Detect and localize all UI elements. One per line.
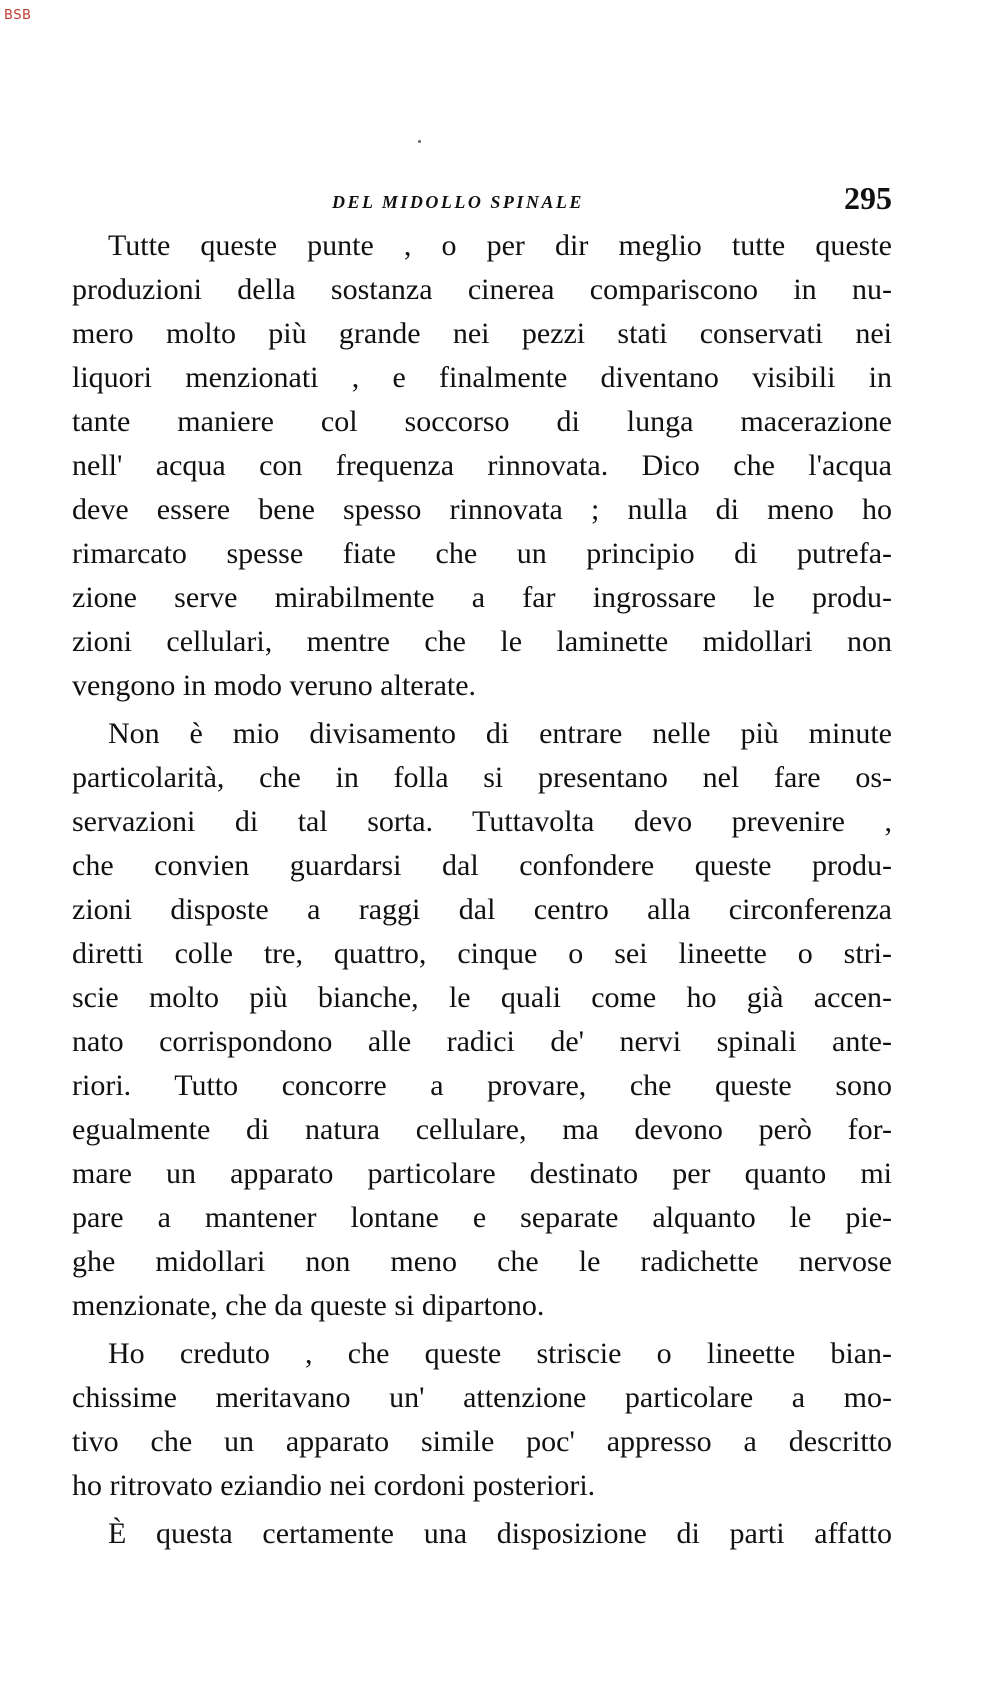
- text-line: servazioni di tal sorta. Tuttavolta devo prevenire ,: [72, 805, 892, 838]
- text-line: zioni cellulari, mentre che le laminette midollari non: [72, 625, 892, 658]
- text-line: È questa certamente una disposizione di parti affatto: [108, 1517, 892, 1550]
- page-number: 295: [844, 180, 892, 216]
- text-line: mero molto più grande nei pezzi stati conservati nei: [72, 317, 892, 350]
- page-header: [72, 180, 892, 222]
- text-line: tante maniere col soccorso di lunga macerazione: [72, 405, 892, 438]
- text-line: zioni disposte a raggi dal centro alla circonferenza: [72, 893, 892, 926]
- text-line: rimarcato spesse fiate che un principio di putrefa-: [72, 537, 892, 570]
- paragraph: [72, 1332, 892, 1508]
- running-title: DEL MIDOLLO SPINALE: [332, 192, 584, 212]
- text-line: Ho creduto , che queste striscie o lineette bian-: [108, 1337, 892, 1370]
- text-line: deve essere bene spesso rinnovata ; nulla di meno ho: [72, 493, 892, 526]
- library-watermark: BSB: [4, 8, 32, 23]
- text-line: zione serve mirabilmente a far ingrossare le produ-: [72, 581, 892, 614]
- text-line: diretti colle tre, quattro, cinque o sei lineette o stri-: [72, 937, 892, 970]
- text-line: ho ritrovato eziandio nei cordoni posteriori.: [72, 1469, 596, 1502]
- body-text: [72, 224, 892, 1556]
- text-line: mare un apparato particolare destinato per quanto mi: [72, 1157, 892, 1190]
- paragraph: [72, 1512, 892, 1556]
- text-line: nell' acqua con frequenza rinnovata. Dico che l'acqua: [72, 449, 892, 482]
- paper-speck: [418, 140, 421, 143]
- text-line: Tutte queste punte , o per dir meglio tutte queste: [108, 229, 892, 262]
- text-line: vengono in modo veruno alterate.: [72, 669, 477, 702]
- text-line: particolarità, che in folla si presentano nel fare os-: [72, 761, 892, 794]
- text-line: nato corrispondono alle radici de' nervi spinali ante-: [72, 1025, 892, 1058]
- text-line: produzioni della sostanza cinerea compariscono in nu-: [72, 273, 892, 306]
- paragraph: [72, 712, 892, 1328]
- text-line: egualmente di natura cellulare, ma devono però for-: [72, 1113, 892, 1146]
- text-line: ghe midollari non meno che le radichette nervose: [72, 1245, 892, 1278]
- text-line: scie molto più bianche, le quali come ho già accen-: [72, 981, 892, 1014]
- text-line: liquori menzionati , e finalmente diventano visibili in: [72, 361, 892, 394]
- text-line: pare a mantener lontane e separate alquanto le pie-: [72, 1201, 892, 1234]
- text-line: Non è mio divisamento di entrare nelle più minute: [108, 717, 892, 750]
- paragraph: [72, 224, 892, 708]
- text-line: che convien guardarsi dal confondere queste produ-: [72, 849, 892, 882]
- text-line: chissime meritavano un' attenzione particolare a mo-: [72, 1381, 892, 1414]
- text-line: menzionate, che da queste si dipartono.: [72, 1289, 545, 1322]
- text-line: tivo che un apparato simile poc' appresso a descritto: [72, 1425, 892, 1458]
- text-line: riori. Tutto concorre a provare, che queste sono: [72, 1069, 892, 1102]
